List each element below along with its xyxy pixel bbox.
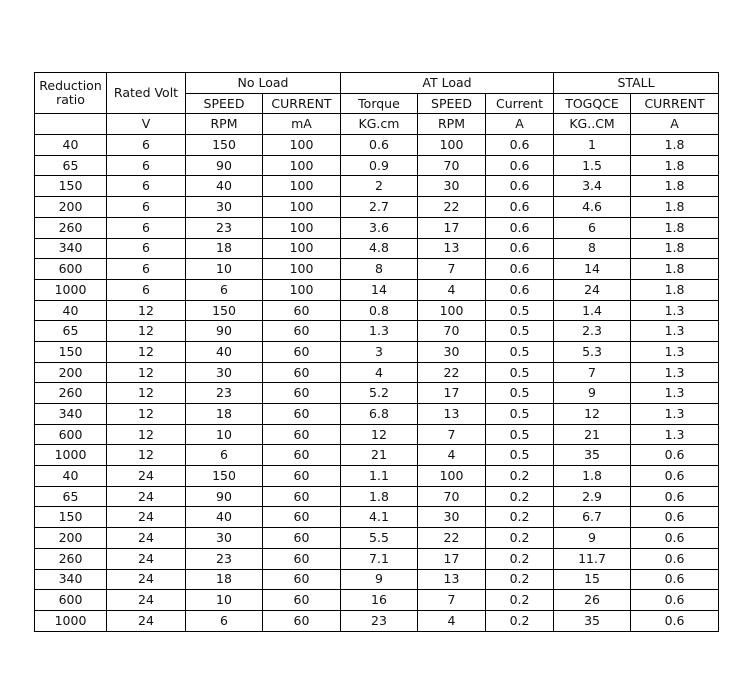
table-cell: 22 <box>418 362 486 383</box>
table-cell: 7 <box>418 424 486 445</box>
table-cell: 30 <box>418 176 486 197</box>
table-cell: 6 <box>107 155 186 176</box>
table-cell: 35 <box>554 610 631 631</box>
col-header: CURRENT <box>631 93 719 114</box>
table-row <box>35 404 719 425</box>
table-cell: 12 <box>107 321 186 342</box>
table-cell: 60 <box>263 424 341 445</box>
table-cell: 1000 <box>35 610 107 631</box>
table-cell: 18 <box>186 238 263 259</box>
table-cell: 60 <box>263 507 341 528</box>
unit-cell: A <box>631 114 719 135</box>
table-cell: 260 <box>35 383 107 404</box>
table-cell: 100 <box>263 217 341 238</box>
table-cell: 60 <box>263 404 341 425</box>
table-cell: 0.2 <box>486 528 554 549</box>
table-cell: 5.3 <box>554 341 631 362</box>
table-cell: 40 <box>35 135 107 156</box>
table-cell: 6 <box>554 217 631 238</box>
table-cell: 24 <box>107 569 186 590</box>
table-cell: 6 <box>107 135 186 156</box>
table-cell: 340 <box>35 238 107 259</box>
table-cell: 100 <box>263 259 341 280</box>
table-cell: 0.2 <box>486 590 554 611</box>
table-cell: 17 <box>418 383 486 404</box>
table-cell: 200 <box>35 362 107 383</box>
table-cell: 23 <box>186 383 263 404</box>
table-cell: 60 <box>263 300 341 321</box>
table-cell: 100 <box>263 197 341 218</box>
table-cell: 23 <box>341 610 418 631</box>
motor-spec-table <box>34 72 719 632</box>
table-cell: 150 <box>35 507 107 528</box>
table-row <box>35 507 719 528</box>
table-cell: 1.8 <box>631 135 719 156</box>
table-cell: 6 <box>107 176 186 197</box>
table-body <box>35 135 719 632</box>
table-cell: 12 <box>107 341 186 362</box>
table-cell: 260 <box>35 217 107 238</box>
table-cell: 1.3 <box>341 321 418 342</box>
table-row <box>35 341 719 362</box>
table-cell: 0.6 <box>486 155 554 176</box>
table-cell: 100 <box>263 176 341 197</box>
table-row <box>35 362 719 383</box>
table-cell: 1.8 <box>631 238 719 259</box>
table-cell: 13 <box>418 569 486 590</box>
table-row <box>35 569 719 590</box>
table-cell: 0.2 <box>486 610 554 631</box>
table-cell: 6 <box>107 279 186 300</box>
table-cell: 12 <box>107 383 186 404</box>
table-cell: 150 <box>35 176 107 197</box>
table-cell: 0.5 <box>486 445 554 466</box>
table-cell: 150 <box>35 341 107 362</box>
table-cell: 4 <box>341 362 418 383</box>
table-cell: 0.5 <box>486 341 554 362</box>
table-cell: 24 <box>107 548 186 569</box>
col-header: CURRENT <box>263 93 341 114</box>
table-cell: 6 <box>107 217 186 238</box>
table-cell: 90 <box>186 155 263 176</box>
table-cell: 4.8 <box>341 238 418 259</box>
table-cell: 12 <box>107 300 186 321</box>
table-cell: 0.5 <box>486 300 554 321</box>
table-cell: 12 <box>107 424 186 445</box>
table-cell: 65 <box>35 155 107 176</box>
table-cell: 0.6 <box>631 610 719 631</box>
table-cell: 60 <box>263 383 341 404</box>
table-cell: 17 <box>418 217 486 238</box>
table-cell: 0.6 <box>486 197 554 218</box>
table-cell: 0.6 <box>631 548 719 569</box>
table-cell: 1.8 <box>341 486 418 507</box>
unit-cell-blank <box>35 114 107 135</box>
table-cell: 0.6 <box>486 259 554 280</box>
table-row <box>35 321 719 342</box>
table-cell: 4.6 <box>554 197 631 218</box>
table-cell: 12 <box>554 404 631 425</box>
table-cell: 10 <box>186 590 263 611</box>
unit-cell: V <box>107 114 186 135</box>
table-row <box>35 279 719 300</box>
unit-cell: RPM <box>186 114 263 135</box>
table-cell: 0.5 <box>486 383 554 404</box>
header-stall: STALL <box>554 73 719 94</box>
table-cell: 100 <box>263 155 341 176</box>
table-cell: 0.9 <box>341 155 418 176</box>
table-cell: 22 <box>418 528 486 549</box>
table-row <box>35 259 719 280</box>
table-cell: 24 <box>107 590 186 611</box>
table-cell: 6 <box>186 279 263 300</box>
table-cell: 30 <box>186 197 263 218</box>
table-cell: 23 <box>186 217 263 238</box>
table-cell: 600 <box>35 259 107 280</box>
table-row <box>35 155 719 176</box>
table-cell: 340 <box>35 404 107 425</box>
table-cell: 0.2 <box>486 569 554 590</box>
table-row <box>35 424 719 445</box>
table-cell: 40 <box>35 466 107 487</box>
header-rated-volt: Rated Volt <box>107 73 186 114</box>
table-row <box>35 217 719 238</box>
table-cell: 100 <box>418 135 486 156</box>
table-cell: 60 <box>263 466 341 487</box>
header-reduction-ratio: Reduction ratio <box>35 73 107 114</box>
table-cell: 3 <box>341 341 418 362</box>
table-cell: 1.4 <box>554 300 631 321</box>
table-cell: 7 <box>554 362 631 383</box>
table-cell: 2.3 <box>554 321 631 342</box>
table-cell: 1.8 <box>631 176 719 197</box>
table-cell: 70 <box>418 155 486 176</box>
table-cell: 12 <box>107 404 186 425</box>
unit-cell: KG.cm <box>341 114 418 135</box>
table-cell: 17 <box>418 548 486 569</box>
table-row <box>35 486 719 507</box>
table-cell: 100 <box>263 135 341 156</box>
table-cell: 0.6 <box>341 135 418 156</box>
table-cell: 0.2 <box>486 486 554 507</box>
table-cell: 6 <box>186 610 263 631</box>
table-cell: 26 <box>554 590 631 611</box>
table-cell: 21 <box>554 424 631 445</box>
table-cell: 0.6 <box>631 590 719 611</box>
table-cell: 1.8 <box>554 466 631 487</box>
table-cell: 600 <box>35 590 107 611</box>
table-cell: 0.5 <box>486 424 554 445</box>
table-cell: 23 <box>186 548 263 569</box>
table-cell: 3.6 <box>341 217 418 238</box>
table-cell: 60 <box>263 548 341 569</box>
table-cell: 60 <box>263 486 341 507</box>
table-cell: 1.8 <box>631 155 719 176</box>
table-cell: 60 <box>263 610 341 631</box>
unit-cell: KG..CM <box>554 114 631 135</box>
table-cell: 150 <box>186 466 263 487</box>
table-cell: 100 <box>263 279 341 300</box>
table-cell: 65 <box>35 486 107 507</box>
col-header: SPEED <box>418 93 486 114</box>
table-cell: 1000 <box>35 279 107 300</box>
table-cell: 24 <box>554 279 631 300</box>
table-cell: 0.6 <box>486 217 554 238</box>
table-cell: 3.4 <box>554 176 631 197</box>
col-header: SPEED <box>186 93 263 114</box>
table-cell: 13 <box>418 238 486 259</box>
table-cell: 6 <box>107 197 186 218</box>
table-cell: 200 <box>35 528 107 549</box>
table-cell: 16 <box>341 590 418 611</box>
table-cell: 6 <box>186 445 263 466</box>
table-cell: 1.3 <box>631 404 719 425</box>
table-row <box>35 383 719 404</box>
table-cell: 12 <box>341 424 418 445</box>
table-cell: 6.8 <box>341 404 418 425</box>
table-cell: 60 <box>263 445 341 466</box>
table-cell: 0.6 <box>486 279 554 300</box>
table-cell: 24 <box>107 466 186 487</box>
table-cell: 15 <box>554 569 631 590</box>
table-cell: 7 <box>418 590 486 611</box>
table-cell: 21 <box>341 445 418 466</box>
table-cell: 70 <box>418 321 486 342</box>
table-cell: 5.2 <box>341 383 418 404</box>
table-cell: 2 <box>341 176 418 197</box>
table-cell: 1 <box>554 135 631 156</box>
table-cell: 12 <box>107 445 186 466</box>
table-cell: 13 <box>418 404 486 425</box>
table-cell: 1.8 <box>631 259 719 280</box>
table-cell: 30 <box>418 341 486 362</box>
table-cell: 4 <box>418 279 486 300</box>
table-cell: 5.5 <box>341 528 418 549</box>
table-cell: 1.3 <box>631 362 719 383</box>
table-row <box>35 610 719 631</box>
table-row <box>35 135 719 156</box>
table-row <box>35 300 719 321</box>
table-cell: 0.5 <box>486 362 554 383</box>
table-cell: 6.7 <box>554 507 631 528</box>
table-cell: 60 <box>263 341 341 362</box>
table-cell: 6 <box>107 238 186 259</box>
table-cell: 4 <box>418 445 486 466</box>
table-cell: 65 <box>35 321 107 342</box>
table-cell: 0.2 <box>486 507 554 528</box>
table-row <box>35 197 719 218</box>
table-cell: 340 <box>35 569 107 590</box>
table-cell: 0.2 <box>486 466 554 487</box>
table-cell: 100 <box>418 466 486 487</box>
table-cell: 0.2 <box>486 548 554 569</box>
table-cell: 24 <box>107 486 186 507</box>
table-cell: 0.6 <box>631 569 719 590</box>
table-cell: 1.3 <box>631 424 719 445</box>
table-cell: 1.8 <box>631 197 719 218</box>
header-no-load: No Load <box>186 73 341 94</box>
header-at-load: AT Load <box>341 73 554 94</box>
table-cell: 0.6 <box>486 176 554 197</box>
table-row <box>35 548 719 569</box>
table-cell: 7.1 <box>341 548 418 569</box>
unit-cell: A <box>486 114 554 135</box>
table-cell: 30 <box>418 507 486 528</box>
table-cell: 8 <box>341 259 418 280</box>
table-cell: 24 <box>107 507 186 528</box>
table-cell: 0.6 <box>486 238 554 259</box>
table-cell: 18 <box>186 404 263 425</box>
table-cell: 40 <box>186 507 263 528</box>
table-cell: 30 <box>186 362 263 383</box>
table-cell: 100 <box>263 238 341 259</box>
table-cell: 1.5 <box>554 155 631 176</box>
table-cell: 30 <box>186 528 263 549</box>
table-cell: 4.1 <box>341 507 418 528</box>
table-cell: 60 <box>263 569 341 590</box>
table-cell: 8 <box>554 238 631 259</box>
table-cell: 40 <box>186 176 263 197</box>
table-cell: 90 <box>186 486 263 507</box>
table-cell: 60 <box>263 321 341 342</box>
table-cell: 1.3 <box>631 321 719 342</box>
table-cell: 0.6 <box>631 486 719 507</box>
table-cell: 6 <box>107 259 186 280</box>
table-cell: 40 <box>35 300 107 321</box>
table-cell: 260 <box>35 548 107 569</box>
table-cell: 18 <box>186 569 263 590</box>
table-cell: 1.3 <box>631 341 719 362</box>
table-cell: 4 <box>418 610 486 631</box>
table-cell: 14 <box>554 259 631 280</box>
table-row <box>35 238 719 259</box>
table-cell: 2.7 <box>341 197 418 218</box>
table-cell: 200 <box>35 197 107 218</box>
table-cell: 1.8 <box>631 217 719 238</box>
table-cell: 70 <box>418 486 486 507</box>
table-cell: 1.1 <box>341 466 418 487</box>
table-cell: 11.7 <box>554 548 631 569</box>
table-row <box>35 528 719 549</box>
table-row <box>35 176 719 197</box>
table-row <box>35 445 719 466</box>
table-cell: 150 <box>186 135 263 156</box>
table-cell: 1.8 <box>631 279 719 300</box>
table-cell: 1.3 <box>631 383 719 404</box>
table-cell: 2.9 <box>554 486 631 507</box>
table-cell: 24 <box>107 528 186 549</box>
col-header: TOGQCE <box>554 93 631 114</box>
table-cell: 9 <box>554 383 631 404</box>
table-cell: 150 <box>186 300 263 321</box>
col-header: Current <box>486 93 554 114</box>
table-cell: 10 <box>186 424 263 445</box>
table-cell: 0.6 <box>486 135 554 156</box>
table-cell: 0.6 <box>631 466 719 487</box>
table-cell: 60 <box>263 528 341 549</box>
table-cell: 60 <box>263 590 341 611</box>
table-cell: 12 <box>107 362 186 383</box>
table-cell: 1000 <box>35 445 107 466</box>
table-cell: 0.5 <box>486 321 554 342</box>
col-header: Torque <box>341 93 418 114</box>
unit-cell: RPM <box>418 114 486 135</box>
table-cell: 9 <box>341 569 418 590</box>
table-cell: 1.3 <box>631 300 719 321</box>
table-cell: 600 <box>35 424 107 445</box>
table-cell: 0.6 <box>631 445 719 466</box>
table-cell: 0.5 <box>486 404 554 425</box>
table-cell: 40 <box>186 341 263 362</box>
table-cell: 9 <box>554 528 631 549</box>
table-cell: 0.6 <box>631 507 719 528</box>
table-cell: 60 <box>263 362 341 383</box>
table-cell: 24 <box>107 610 186 631</box>
table-cell: 100 <box>418 300 486 321</box>
table-cell: 10 <box>186 259 263 280</box>
table-cell: 35 <box>554 445 631 466</box>
table-cell: 7 <box>418 259 486 280</box>
table-cell: 22 <box>418 197 486 218</box>
unit-cell: mA <box>263 114 341 135</box>
table-row <box>35 466 719 487</box>
table-row <box>35 590 719 611</box>
table-cell: 14 <box>341 279 418 300</box>
table-cell: 90 <box>186 321 263 342</box>
table-cell: 0.8 <box>341 300 418 321</box>
table-cell: 0.6 <box>631 528 719 549</box>
